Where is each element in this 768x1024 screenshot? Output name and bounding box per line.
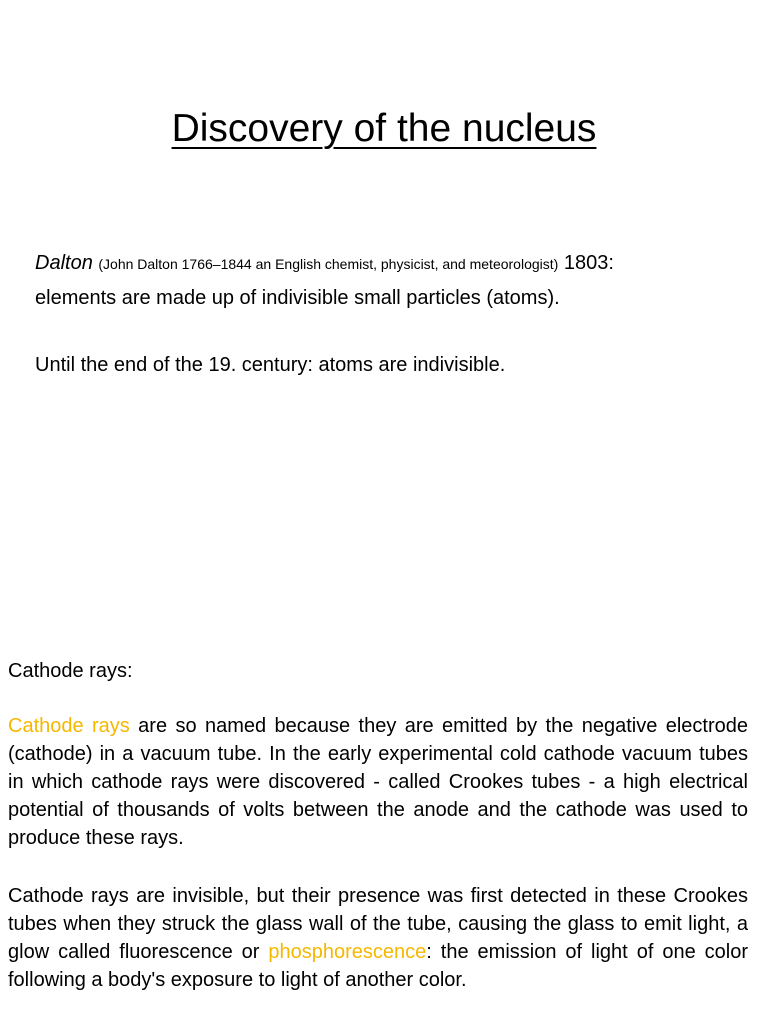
- dalton-note: (John Dalton 1766–1844 an English chemist, physicist, and meteorologist): [98, 256, 559, 272]
- phosphorescence-term: phosphorescence: [268, 941, 427, 963]
- cathode-rays-term: Cathode rays: [8, 715, 130, 737]
- page-title: [0, 104, 768, 154]
- dalton-line: [35, 246, 735, 281]
- cathode-paragraph-1-text: are so named because they are emitted by the negative electrode (cathode) in a vacuum tube. In the early experimental cold cathode vacuum tubes in which cathode rays were discovered - called Crookes tubes - a high electrical potential of thousands of volts between the anode and the cathode was used to produce these rays.: [8, 715, 748, 849]
- century-statement: Until the end of the 19. century: atoms are indivisible.: [35, 354, 506, 376]
- cathode-paragraph-2: [8, 882, 748, 994]
- dalton-name: Dalton: [35, 252, 93, 274]
- cathode-paragraph-2-start: Cathode rays are invisible, but their presence was first detected in these Crookes tubes when they struck the glass wall of the tube, causing the glass to emit light, a glow called fluorescence or: [8, 885, 748, 963]
- cathode-heading: Cathode rays:: [8, 660, 133, 682]
- cathode-paragraph-2-end: : the emission of light of one color following a body's exposure to light of another color.: [8, 941, 748, 991]
- dalton-year: 1803:: [563, 252, 614, 274]
- page-title-text: Discovery of the nucleus: [171, 107, 597, 150]
- cathode-paragraph-1: [8, 712, 748, 852]
- dalton-statement: elements are made up of indivisible small particles (atoms).: [35, 287, 560, 309]
